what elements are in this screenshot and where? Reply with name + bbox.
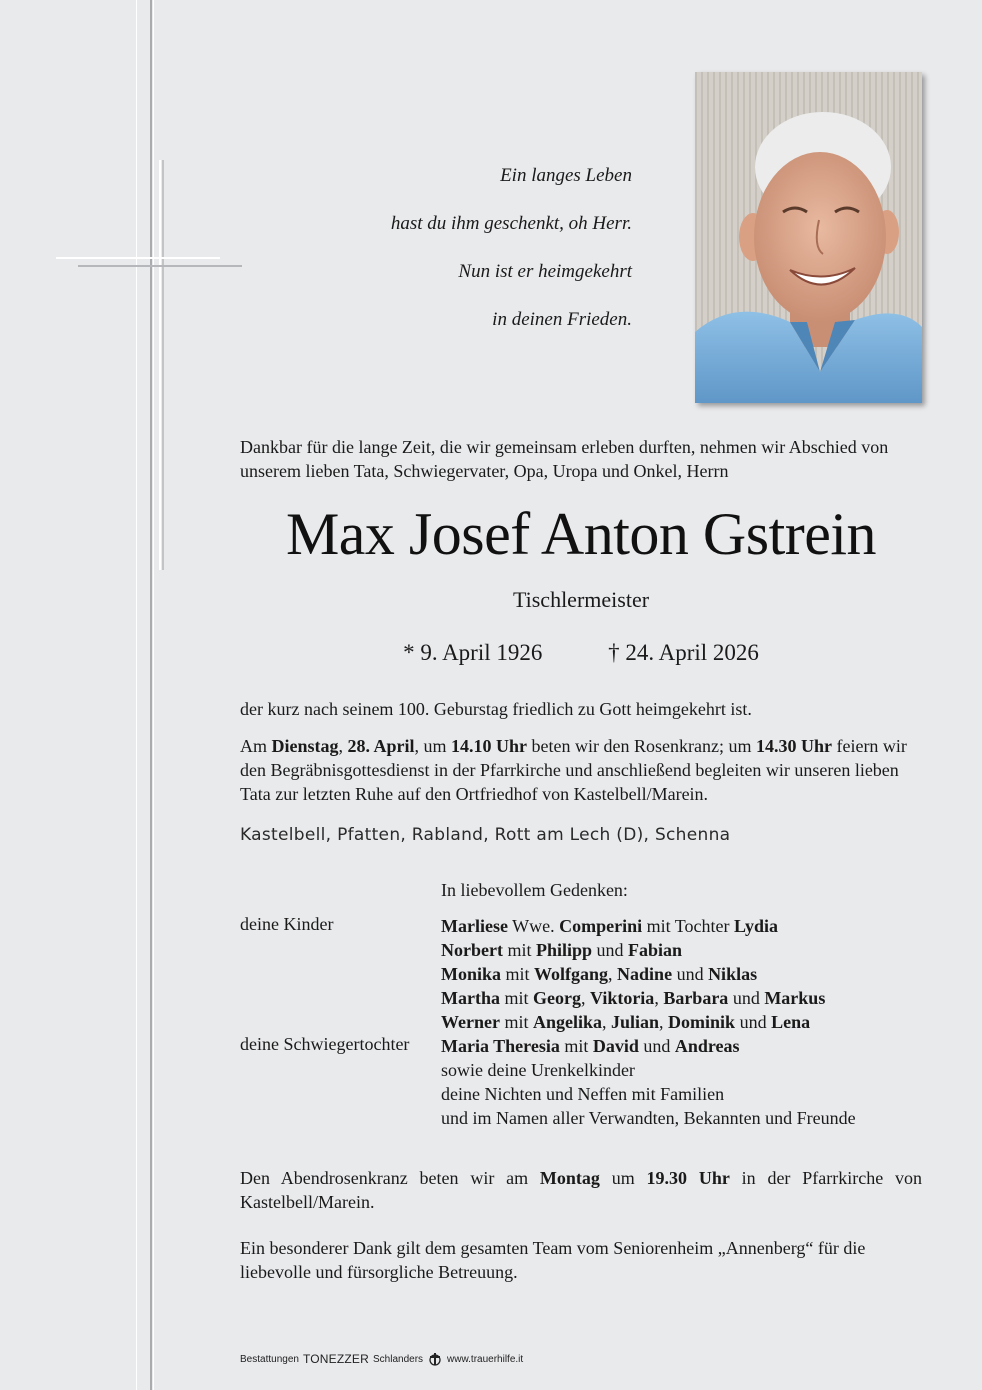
quote-line-3: Nun ist er heimgekehrt <box>458 261 632 282</box>
intro-text: Dankbar für die lange Zeit, die wir gemeinsam erleben durften, nehmen wir Abschied von unserem lieben Tata, Schwiegervater, Opa, Uropa und Onkel, Herrn <box>240 437 889 481</box>
mourner-line <box>441 1058 856 1082</box>
mourner-name: Maria Theresia <box>441 1036 560 1056</box>
mourner-name: Lydia <box>734 916 779 936</box>
mourner-text: , <box>608 964 618 984</box>
text-segment: Den Abendrosenkranz beten wir am <box>240 1168 540 1188</box>
mourner-name: Monika <box>441 964 502 984</box>
cross-icon <box>50 160 250 580</box>
footer-prefix: Bestattungen <box>240 1353 299 1365</box>
deceased-name: Max Josef Anton Gstrein <box>285 501 877 567</box>
label-children: deine Kinder <box>240 914 334 934</box>
text-segment: in der Pfarrkirche von Kastelbell/Marein. <box>240 1168 922 1212</box>
quote-line-2: hast du ihm geschenkt, oh Herr. <box>390 213 632 234</box>
mourner-text: Wwe. <box>507 916 560 936</box>
quote-line-1: Ein langes Leben <box>500 165 632 186</box>
portrait-photo <box>695 72 922 403</box>
mourner-line <box>441 986 856 1010</box>
life-dates <box>240 640 922 666</box>
places: Kastelbell, Pfatten, Rabland, Rott am Lech (D), Schenna <box>240 825 731 845</box>
mourner-name: Werner <box>441 1012 500 1032</box>
mourner-name: Andreas <box>674 1036 740 1056</box>
mourner-text: , <box>659 1012 669 1032</box>
mourner-name: Niklas <box>708 964 758 984</box>
mourner-text: und <box>592 940 629 960</box>
mourner-text: sowie deine Urenkelkinder <box>441 1060 635 1080</box>
mourner-name: Marliese <box>441 916 508 936</box>
mourner-text: , <box>654 988 664 1008</box>
day-bold: Montag <box>539 1168 600 1188</box>
profession: Tischlermeister <box>512 587 650 612</box>
mourner-name: Philipp <box>536 940 593 960</box>
mourner-line <box>441 938 856 962</box>
text-segment: , <box>338 736 348 756</box>
mourner-text: , <box>580 988 590 1008</box>
mourner-text: und <box>672 964 709 984</box>
quote-line-4: in deinen Frieden. <box>492 309 632 330</box>
text-segment: Am <box>240 736 272 756</box>
mourner-name: Viktoria <box>589 988 655 1008</box>
text-segment: , um <box>414 736 452 756</box>
evening-rosary <box>240 1166 922 1214</box>
mourner-name: Markus <box>764 988 826 1008</box>
mourner-name: Angelika <box>533 1012 603 1032</box>
mourner-text: mit <box>499 1012 533 1032</box>
mourner-text: mit <box>559 1036 593 1056</box>
mourner-name: Martha <box>441 988 500 1008</box>
birth-date: * 9. April 1926 <box>403 640 543 665</box>
mourner-text: und <box>638 1036 675 1056</box>
time-bold: 19.30 Uhr <box>646 1168 730 1188</box>
mourner-line <box>441 1106 856 1130</box>
mourner-name: Wolfgang <box>534 964 609 984</box>
funeral-details <box>240 734 922 806</box>
date-bold: 28. April <box>347 736 415 756</box>
mourner-line <box>441 914 856 938</box>
footer-website[interactable]: www.trauerhilfe.it <box>447 1353 524 1365</box>
trauerhilfe-logo-icon <box>427 1352 443 1366</box>
mourner-name: Georg <box>533 988 581 1008</box>
footer-city: Schlanders <box>373 1353 424 1365</box>
mourner-text: mit <box>502 940 536 960</box>
footer <box>240 1352 523 1366</box>
mourner-line <box>441 1082 856 1106</box>
text-segment: beten wir den Rosenkranz; um <box>527 736 756 756</box>
mourner-name: Norbert <box>441 940 503 960</box>
mourner-name: Comperini <box>559 916 643 936</box>
mourner-text: mit <box>501 964 535 984</box>
mourner-name: Fabian <box>628 940 683 960</box>
mourner-name: Barbara <box>663 988 729 1008</box>
mourner-name: Julian <box>611 1012 660 1032</box>
mourner-name: Lena <box>771 1012 811 1032</box>
mourner-text: und <box>735 1012 772 1032</box>
mourner-line <box>441 1010 856 1034</box>
mourner-line <box>441 1034 856 1058</box>
day-bold: Dienstag <box>271 736 339 756</box>
text-segment: feiern wir den Begräbnisgottesdienst in der Pfarrkirche und anschließend begleiten wir unseren lieben Tata zur letzten Ruhe auf den Ortfriedhof von Kastelbell/Marein. <box>240 736 907 804</box>
bible-quote <box>272 152 632 344</box>
mourner-name: David <box>592 1036 639 1056</box>
thanks-text: Ein besonderer Dank gilt dem gesamten Team vom Seniorenheim „Annenberg“ für die liebevolle und fürsorgliche Betreuung. <box>240 1238 866 1282</box>
mourner-text: mit Tochter <box>642 916 735 936</box>
mourners-list <box>441 914 856 1130</box>
mourner-text: , <box>602 1012 612 1032</box>
footer-brand: TONEZZER <box>302 1352 369 1366</box>
passing-text: der kurz nach seinem 100. Geburstag friedlich zu Gott heimgekehrt ist. <box>240 699 752 719</box>
death-date: † 24. April 2026 <box>608 640 759 665</box>
mourner-line <box>441 962 856 986</box>
mourner-text: deine Nichten und Neffen mit Familien <box>441 1084 725 1104</box>
text-segment: um <box>599 1168 647 1188</box>
mourner-text: und <box>728 988 765 1008</box>
mourner-name: Dominik <box>668 1012 736 1032</box>
mass-time-bold: 14.30 Uhr <box>755 736 832 756</box>
rosary-time-bold: 14.10 Uhr <box>451 736 528 756</box>
label-daughter-in-law: deine Schwiegertochter <box>240 1034 410 1054</box>
mourner-text: und im Namen aller Verwandten, Bekannten und Freunde <box>441 1108 856 1128</box>
mourner-name: Nadine <box>617 964 673 984</box>
mourners-heading: In liebevollem Gedenken: <box>441 880 628 900</box>
mourner-text: mit <box>499 988 533 1008</box>
